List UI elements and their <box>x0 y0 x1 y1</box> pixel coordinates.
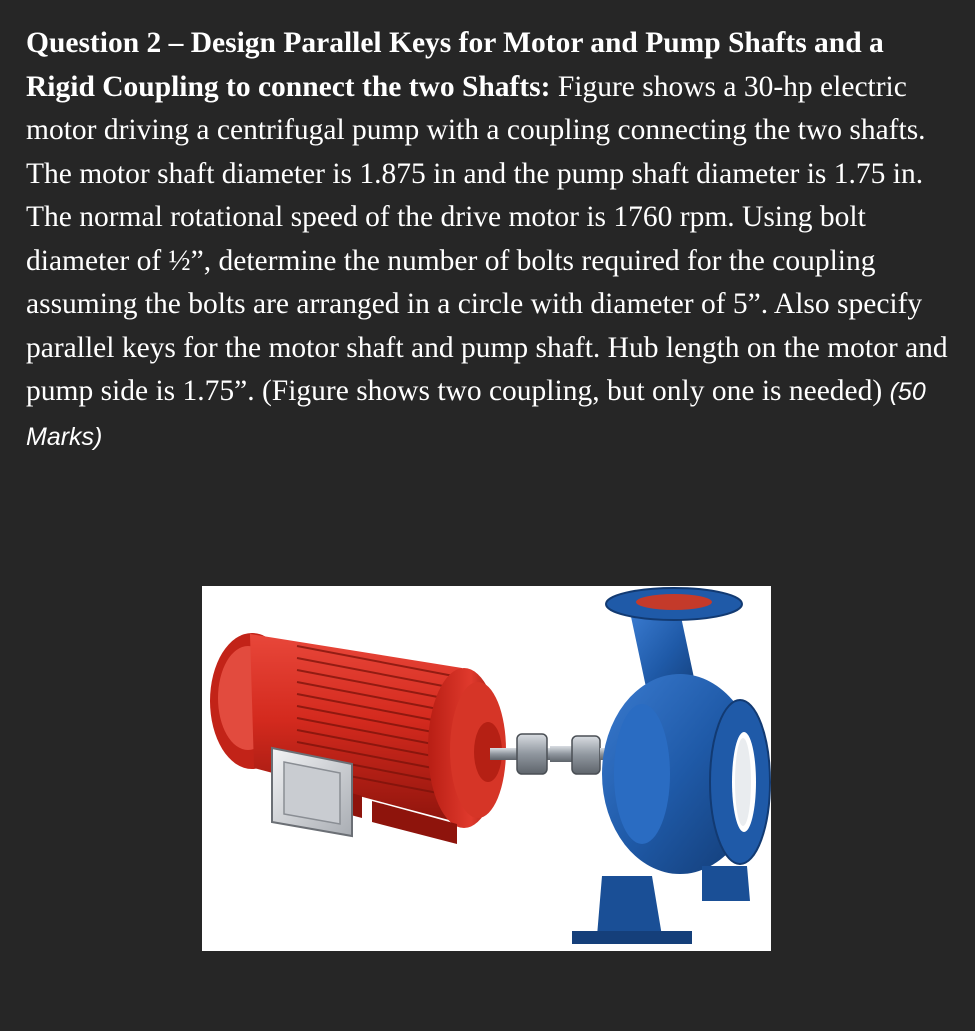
centrifugal-pump <box>572 588 770 944</box>
motor-pump-illustration <box>202 586 771 951</box>
motor-pump-figure <box>202 586 771 951</box>
pump-pedestal <box>597 876 662 936</box>
question-marks: (50 Marks) <box>26 378 926 451</box>
coupling-pump-side <box>572 736 600 774</box>
question-body: Figure shows a 30-hp electric motor driving a centrifugal pump with a coupling connecting the two shafts. The motor shaft diameter is 1.875 in and the pump shaft diameter is 1.75 in. The normal rotational speed of the drive motor is 1760 rpm. Using bolt diameter of ½”, determine the number of bolts required for the coupling assuming the bolts are arranged in a circle with diameter of 5”. Also specify parallel keys for the motor shaft and pump shaft. Hub length on the motor and pump side is 1.75”. (Figure shows two coupling, but only one is needed) <box>26 70 948 407</box>
question-heading: Question 2 – Design Parallel Keys for Motor and Pump Shafts and a Rigid Coupling to connect the two Shafts: <box>26 27 884 103</box>
question-text <box>26 22 956 459</box>
coupling-motor-side <box>517 734 547 774</box>
electric-motor <box>210 633 506 844</box>
